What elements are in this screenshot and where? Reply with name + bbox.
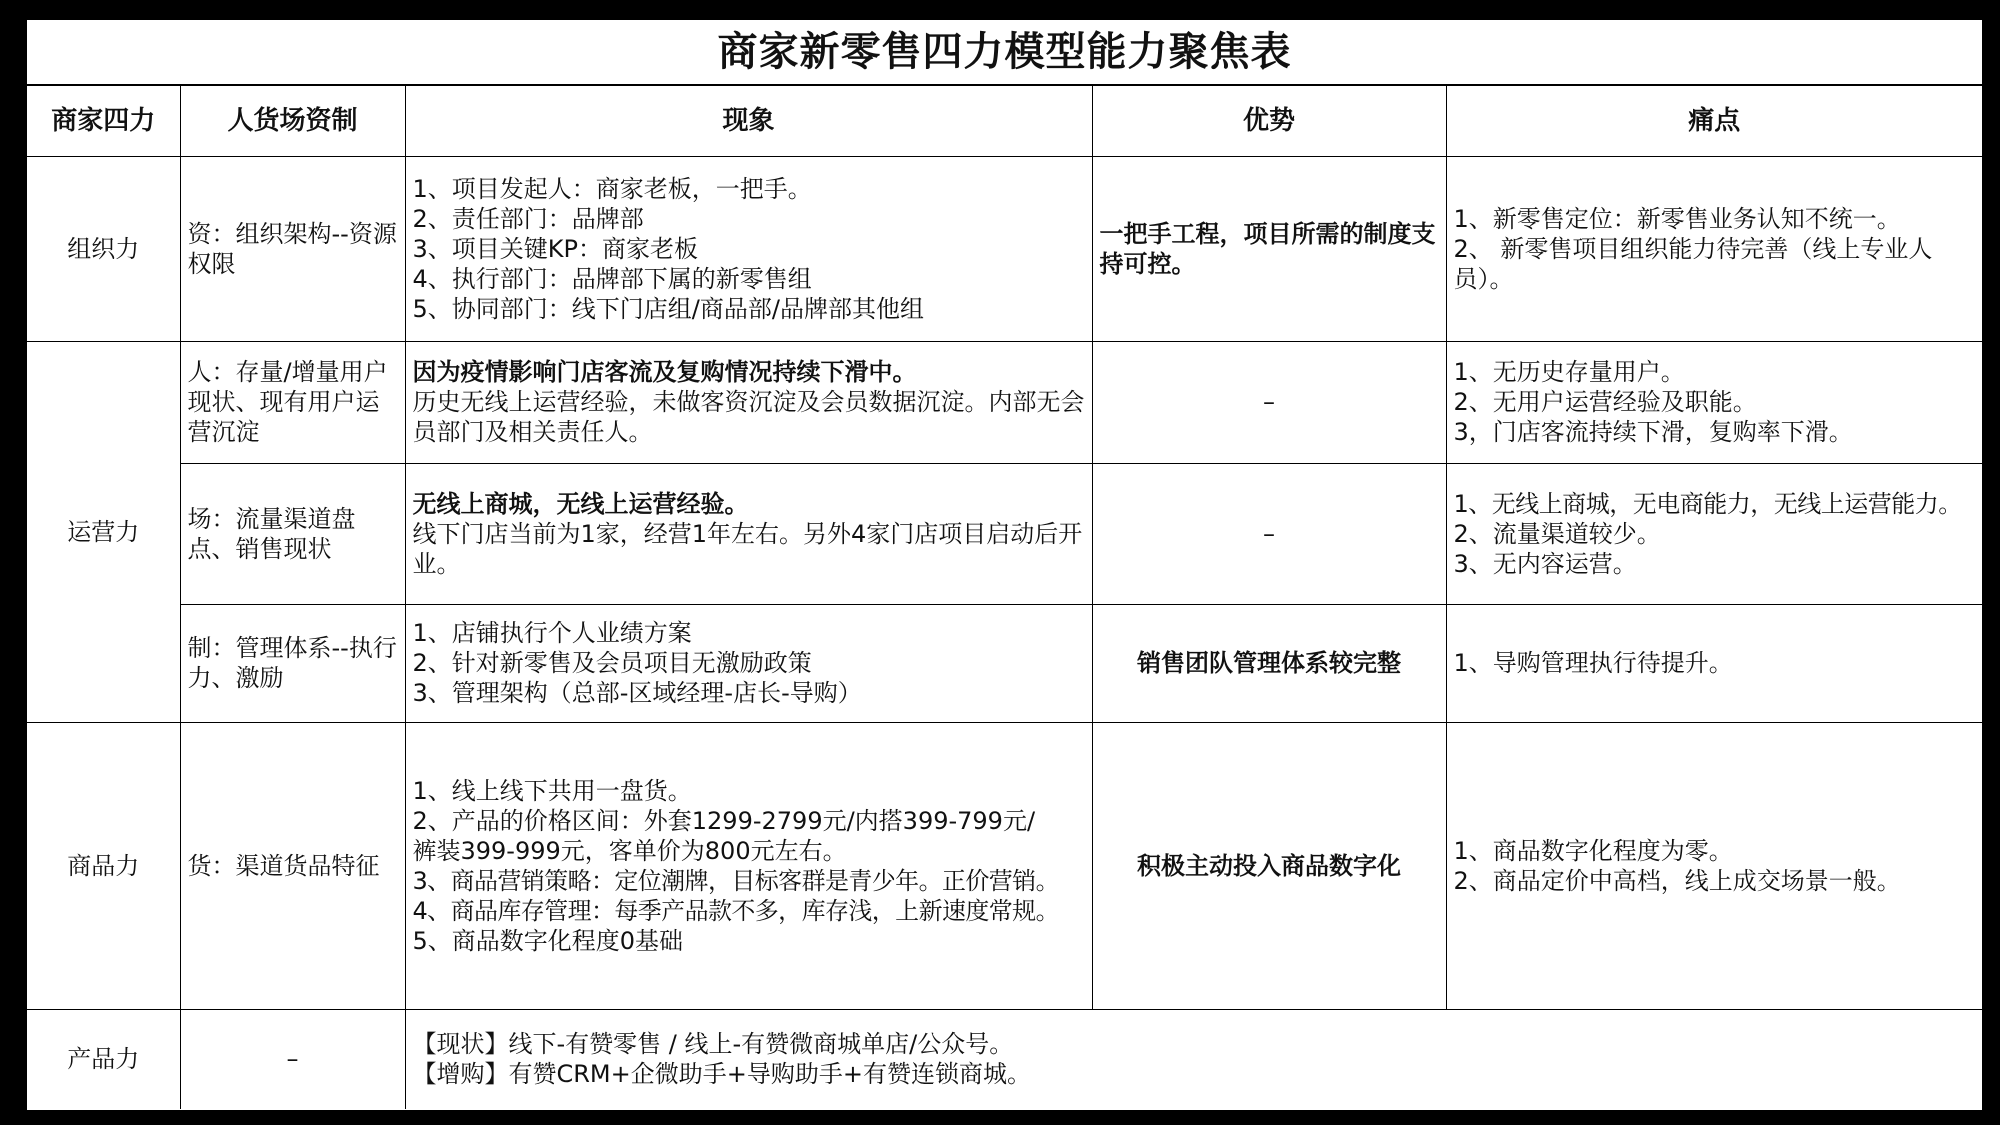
phenomenon-cell: 1、项目发起人：商家老板，一把手。 2、责任部门：品牌部 3、项目关键KP：商家老板 4、执行部门：品牌部下属的新零售组 5、协同部门：线下门店组/商品部/品牌部其他组 — [405, 156, 1092, 341]
dimension-cell: 场：流量渠道盘点、销售现状 — [180, 463, 405, 604]
table-row — [27, 1009, 1982, 1109]
advantage-cell: 一把手工程，项目所需的制度支持可控。 — [1092, 156, 1446, 341]
table-row — [27, 604, 1982, 722]
power-cell: 商品力 — [27, 722, 180, 1009]
phenomenon-cell: 1、店铺执行个人业绩方案 2、针对新零售及会员项目无激励政策 3、管理架构（总部-区域经理-店长-导购） — [405, 604, 1092, 722]
pain-point-cell: 1、商品数字化程度为零。 2、商品定价中高档，线上成交场景一般。 — [1446, 722, 1982, 1009]
dimension-cell: 制：管理体系--执行力、激励 — [180, 604, 405, 722]
header-pain-point: 痛点 — [1446, 86, 1982, 156]
advantage-cell: 积极主动投入商品数字化 — [1092, 722, 1446, 1009]
power-cell: 运营力 — [27, 341, 180, 722]
header-power: 商家四力 — [27, 86, 180, 156]
dimension-cell: 货：渠道货品特征 — [180, 722, 405, 1009]
advantage-cell: – — [1092, 341, 1446, 463]
dimension-cell: 人：存量/增量用户现状、现有用户运营沉淀 — [180, 341, 405, 463]
advantage-cell: – — [1092, 463, 1446, 604]
header-advantage: 优势 — [1092, 86, 1446, 156]
pain-point-cell: 1、无历史存量用户。 2、无用户运营经验及职能。 3，门店客流持续下滑，复购率下滑。 — [1446, 341, 1982, 463]
phenomenon-cell: 【现状】线下-有赞零售 / 线上-有赞微商城单店/公众号。 【增购】有赞CRM+企微助手+导购助手+有赞连锁商城。 — [405, 1009, 1982, 1109]
table-title: 商家新零售四力模型能力聚焦表 — [27, 20, 1982, 86]
phenomenon-cell: 无线上商城，无线上运营经验。 线下门店当前为1家，经营1年左右。另外4家门店项目启动后开业。 — [405, 463, 1092, 604]
table-row — [27, 722, 1982, 1009]
focus-table-sheet — [27, 20, 1982, 1110]
advantage-cell: 销售团队管理体系较完整 — [1092, 604, 1446, 722]
header-row — [27, 86, 1982, 156]
phenomenon-cell: 1、线上线下共用一盘货。 2、产品的价格区间：外套1299-2799元/内搭399-799元/ 裤装399-999元，客单价为800元左右。 3、商品营销策略：定位潮牌，目标客群是青少年。正价营销。 4、商品库存管理：每季产品款不多，库存浅，上新速度常规。 5、商品数字化程度0基础 — [405, 722, 1092, 1009]
dimension-cell: 资：组织架构--资源权限 — [180, 156, 405, 341]
four-power-table — [27, 86, 1982, 1109]
table-row — [27, 341, 1982, 463]
table-row — [27, 156, 1982, 341]
power-cell: 组织力 — [27, 156, 180, 341]
header-phenomenon: 现象 — [405, 86, 1092, 156]
pain-point-cell: 1、新零售定位：新零售业务认知不统一。 2、 新零售项目组织能力待完善（线上专业人员）。 — [1446, 156, 1982, 341]
phenomenon-cell: 因为疫情影响门店客流及复购情况持续下滑中。 历史无线上运营经验，未做客资沉淀及会员数据沉淀。内部无会员部门及相关责任人。 — [405, 341, 1092, 463]
table-row — [27, 463, 1982, 604]
dimension-cell: – — [180, 1009, 405, 1109]
pain-point-cell: 1、导购管理执行待提升。 — [1446, 604, 1982, 722]
power-cell: 产品力 — [27, 1009, 180, 1109]
pain-point-cell: 1、无线上商城，无电商能力，无线上运营能力。 2、流量渠道较少。 3、无内容运营。 — [1446, 463, 1982, 604]
header-dimension: 人货场资制 — [180, 86, 405, 156]
